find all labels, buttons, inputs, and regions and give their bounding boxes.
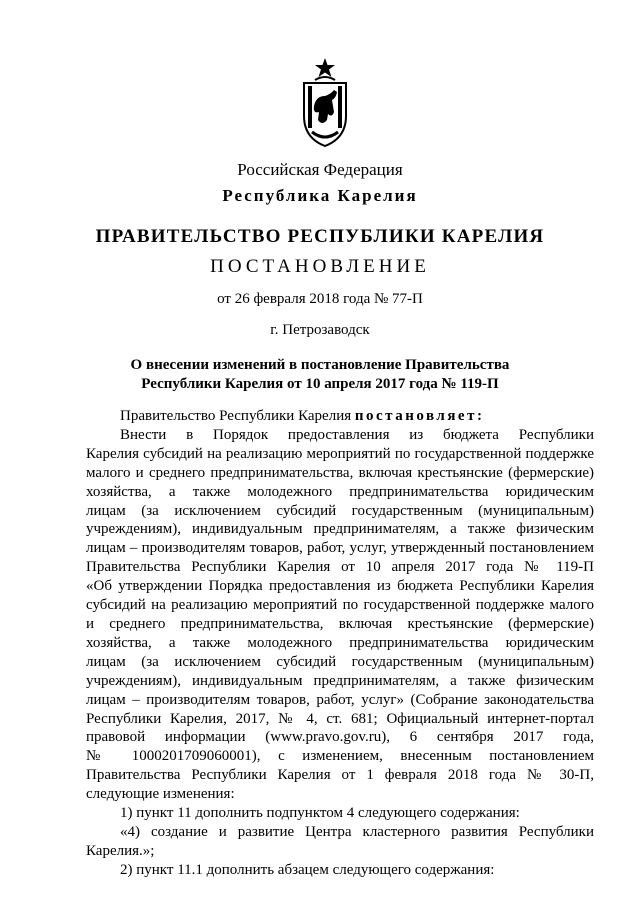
paragraph-line: Карелия субсидий на реализацию мероприятий по государственной поддержке [86, 445, 594, 462]
title-line: Республики Карелия от 10 апреля 2017 года № 119-П [141, 376, 499, 392]
decree-date-number: от 26 февраля 2018 года № 77-П [217, 291, 423, 307]
paragraph-line: хозяйства, а также молодежного предпринимательства юридическим [86, 634, 594, 651]
paragraph-line: следующие изменения: [86, 786, 235, 803]
title-line: О внесении изменений в постановление Правительства [130, 357, 510, 373]
document-type: ПОСТАНОВЛЕНИЕ [210, 256, 430, 277]
paragraph-line: лицам (за исключением субсидий государственным (муниципальным) [86, 502, 594, 519]
paragraph-line: лицам – производителям товаров, работ, услуг» (Собрание законодательства [86, 691, 594, 708]
paragraph-line: Республики Карелия, 2017, № 4, ст. 681; Официальный интернет-портал [86, 710, 594, 727]
paragraph-line: малого и среднего предпринимательства, включая крестьянские (фермерские) [86, 464, 594, 481]
preamble [86, 407, 594, 426]
paragraph-line: субсидий на реализацию мероприятий по государственной поддержке малого [86, 597, 594, 614]
paragraph-line: Правительства Республики Карелия от 10 апреля 2017 года № 119-П [86, 559, 594, 576]
amendment-quote-line: Карелия.»; [86, 842, 155, 859]
document-title [0, 356, 640, 394]
paragraph-line: и среднего предпринимательства, включая крестьянские (фермерские) [86, 615, 594, 632]
paragraph-line: лицам (за исключением субсидий государственным (муниципальным) [86, 653, 594, 670]
paragraph-line: лицам – производителям товаров, работ, услуг, утвержденный постановлением [86, 540, 594, 557]
paragraph-line: хозяйства, а также молодежного предпринимательства юридическим [86, 483, 594, 500]
republic-name: Республика Карелия [222, 186, 418, 205]
government-name: ПРАВИТЕЛЬСТВО РЕСПУБЛИКИ КАРЕЛИЯ [95, 226, 545, 247]
amendment-item-1: 1) пункт 11 дополнить подпунктом 4 следующего содержания: [120, 805, 520, 822]
document-body [86, 407, 594, 880]
amendment-item-2: 2) пункт 11.1 дополнить абзацем следующего содержания: [120, 861, 495, 878]
paragraph-line: № 1000201709060001), с изменением, внесенным постановлением [86, 748, 594, 765]
country-name: Российская Федерация [237, 160, 403, 179]
paragraph-line: учреждениям), индивидуальным предпринимателям, а также физическим [86, 672, 594, 689]
paragraph-line: правовой информации (www.pravo.gov.ru), 6 сентября 2017 года, [86, 729, 594, 746]
paragraph-line: Внести в Порядок предоставления из бюджета Республики [120, 426, 594, 443]
preamble-text: Правительство Республики Карелия [120, 408, 355, 424]
paragraph-line: Правительства Республики Карелия от 1 февраля 2018 года № 30-П, [86, 767, 594, 784]
city-name: г. Петрозаводск [270, 322, 370, 338]
paragraph-line: учреждениям), индивидуальным предпринимателям, а также физическим [86, 521, 594, 538]
paragraph-line: «Об утверждении Порядка предоставления из бюджета Республики Карелия [86, 578, 594, 595]
amendment-quote-line: «4) создание и развитие Центра кластерного развития Республики [120, 823, 594, 840]
karelia-coat-of-arms-emblem [298, 56, 352, 148]
preamble-action: постановляет: [354, 408, 485, 424]
